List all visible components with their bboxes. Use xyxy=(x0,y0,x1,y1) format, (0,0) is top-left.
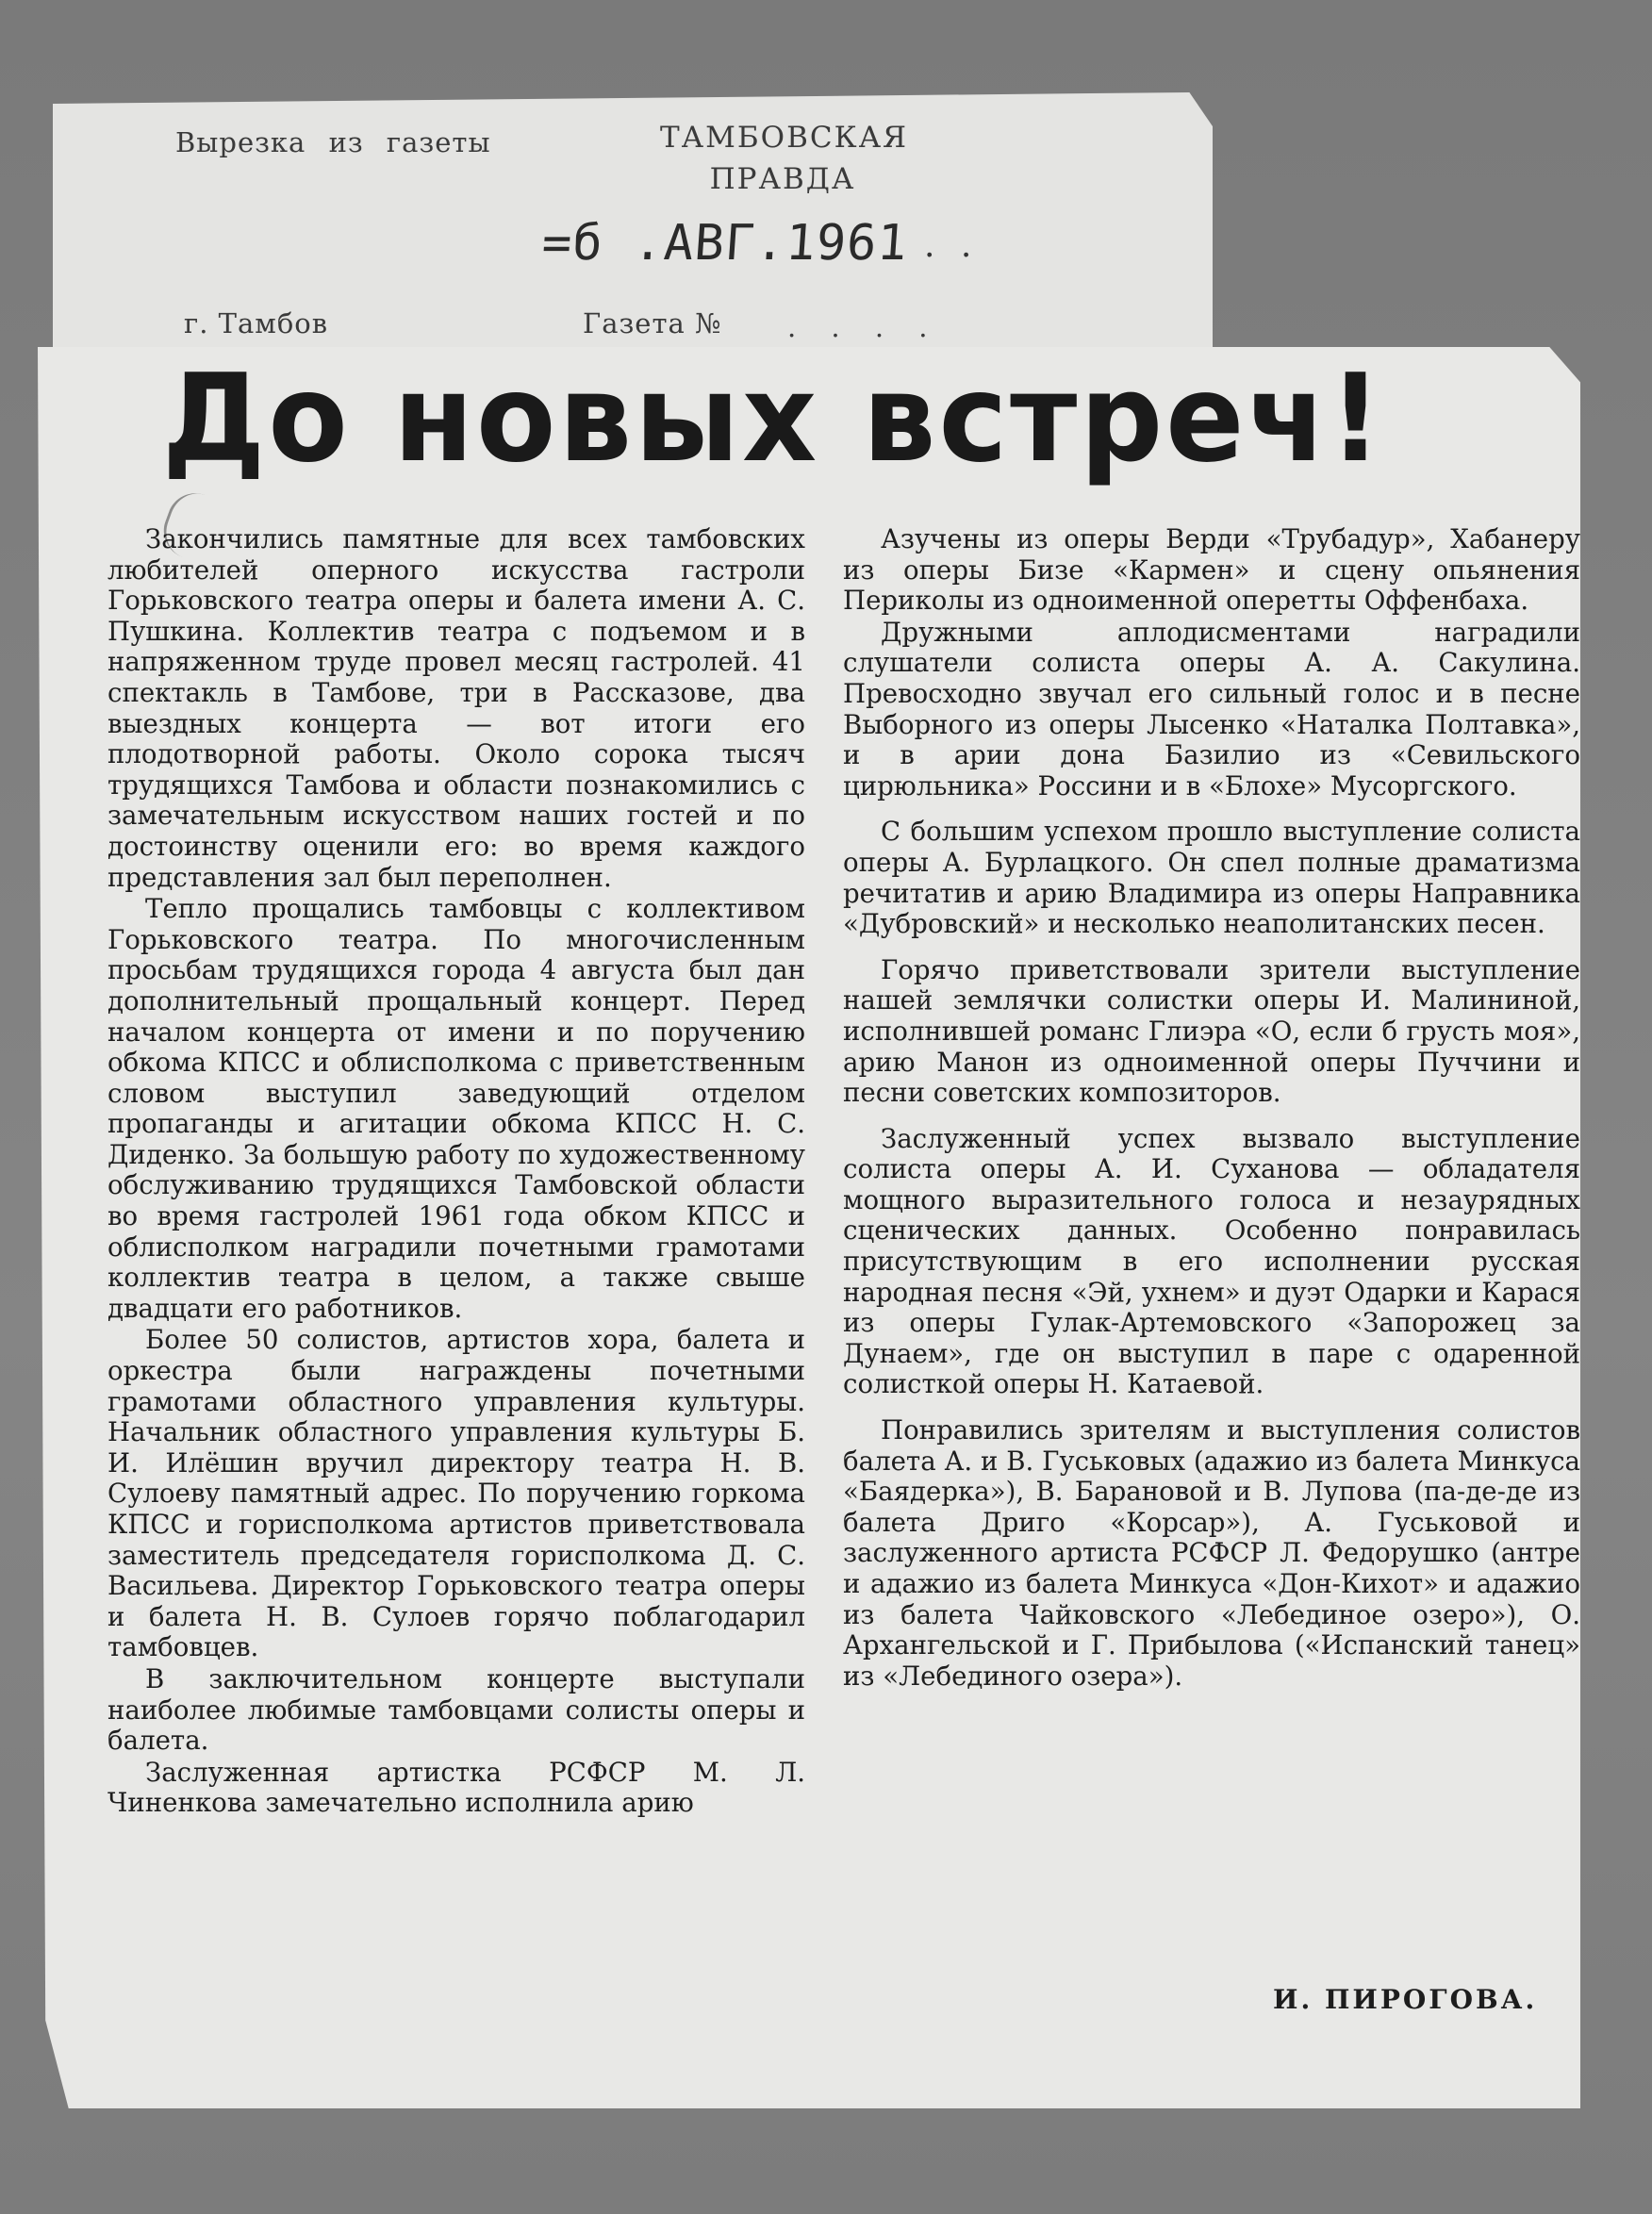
paragraph: Тепло прощались тамбовцы с коллективом Горьковского театра. По многочисленным просьбам трудящихся города 4 августа был дан дополнительный прощальный концерт. Перед началом концерта от имени и по поручению обкома КПСС и облисполкома с приветственным словом выступил заведующий отделом пропаганды и агитации обкома КПСС Н. С. Диденко. За большую работу по художественному обслуживанию трудящихся Тамбовской области во время гастролей 1961 года обком КПСС и облисполком наградили почетными грамотами коллектив театра в целом, а также свыше двадцати его работников. xyxy=(107,893,805,1324)
paragraph: Понравились зрителям и выступления солистов балета А. и В. Гуськовых (адажио из балета Минкуса «Баядерка»), В. Барановой и В. Лупова (па-де-де из балета Дриго «Корсар»), А. Гуськовой и заслуженного артиста РСФСР Л. Федорушко (антре и адажио из балета Минкуса «Дон-Кихот» и адажио из балета Чайковского «Лебединое озеро»), О. Архангельской и Г. Прибылова («Испанский танец» из «Лебединого озера»). xyxy=(843,1414,1580,1692)
issue-label: Газета № xyxy=(583,307,722,339)
paragraph: Заслуженная артистка РСФСР М. Л. Чиненкова замечательно исполнила арию xyxy=(107,1756,805,1819)
paragraph: Более 50 солистов, артистов хора, балета и оркестра были награждены почетными грамотами областного управления культуры. Начальник областного управления культуры Б. И. Илёшин вручил директору театра Н. В. Сулоеву памятный адрес. По поручению горкома КПСС и горисполкома артистов приветствовала заместитель председателя горисполкома Д. С. Васильева. Директор Горьковского театра оперы и балета Н. В. Сулоев горячо поблагодарил тамбовцев. xyxy=(107,1324,805,1663)
paragraph: Азучены из оперы Верди «Трубадур», Хабанеру из оперы Бизе «Кармен» и сцену опьянения Периколы из одноименной оперетты Оффенбаха. xyxy=(843,523,1580,617)
date-dots: . . xyxy=(924,226,980,265)
city-label: г. Тамбов xyxy=(184,307,329,339)
article-headline: До новых встреч! xyxy=(162,349,1385,489)
paragraph: Горячо приветствовали зрители выступление нашей землячки солистки оперы И. Малининой, исполнившей романс Глиэра «О, если б грусть моя», арию Манон из одноименной оперы Пуччини и песни советских композиторов. xyxy=(843,953,1580,1109)
issue-dots: . . . . xyxy=(787,311,941,343)
author-signature: И. ПИРОГОВА. xyxy=(1273,1984,1538,2015)
paragraph: С большим успехом прошло выступление солиста оперы А. Бурлацкого. Он спел полные драматизма речитатив и арию Владимира из оперы Направника «Дубровский» и несколько неаполитанских песен. xyxy=(843,816,1580,940)
date-stamp: =б .АВГ.1961 xyxy=(539,215,910,272)
paragraph: Заслуженный успех вызвало выступление солиста оперы А. И. Суханова — обладателя мощного выразительного голоса и незаурядных сценических данных. Особенно понравилась присутствующим в его исполнении русская народная песня «Эй, ухнем» и дуэт Одарки и Карася из оперы Гулак-Артемовского «Запорожец за Дунаем», где он выступил в паре с одаренной солисткой оперы Н. Катаевой. xyxy=(843,1122,1580,1400)
paragraph: В заключительном концерте выступали наиболее любимые тамбовцами солисты оперы и балета. xyxy=(107,1662,805,1757)
paragraph: Дружными аплодисментами наградили слушатели солиста оперы А. А. Сакулина. Превосходно звучал его сильный голос и в песне Выборного из оперы Лысенко «Наталка Полтавка», и в арии дона Базилио из «Севильского цирюльника» Россини и в «Блохе» Мусоргского. xyxy=(843,616,1580,801)
article-right-column xyxy=(843,524,1580,1692)
clipping-source-label: Вырезка из газеты xyxy=(175,126,491,158)
paragraph: Закончились памятные для всех тамбовских любителей оперного искусства гастроли Горьковского театра оперы и балета имени А. С. Пушкина. Коллектив театра с подъемом и в напряженном труде провел месяц гастролей. 41 спектакль в Тамбове, три в Рассказове, два выездных концерта — вот итоги его плодотворной работы. Около сорока тысяч трудящихся Тамбова и области познакомились с замечательным искусством наших гостей и по достоинству оценили его: во время каждого представления зал был переполнен. xyxy=(107,523,805,893)
newspaper-name: ТАМБОВСКАЯ ПРАВДА xyxy=(660,121,909,196)
article-left-column xyxy=(107,524,805,1819)
